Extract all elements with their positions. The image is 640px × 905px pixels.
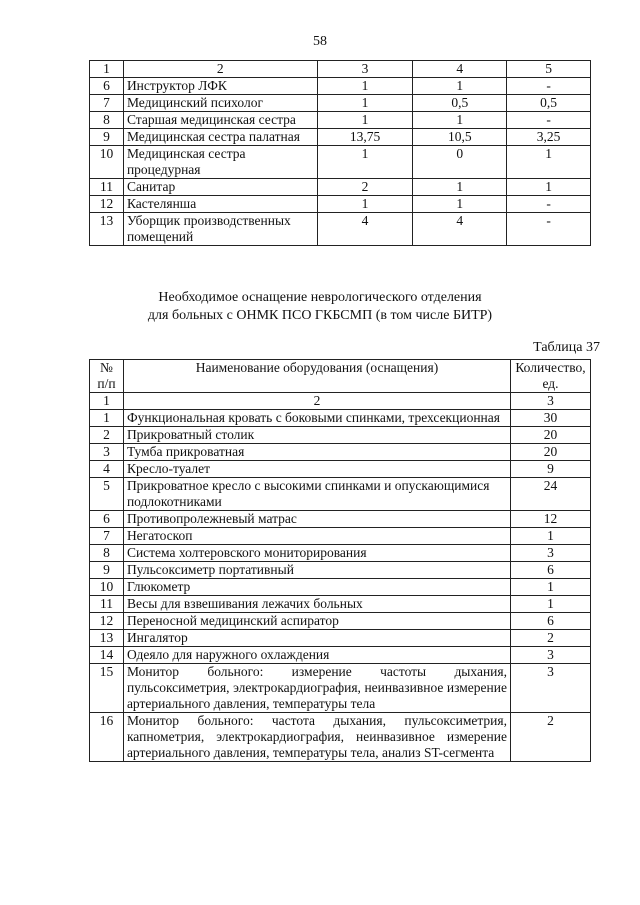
- table-row: [90, 461, 591, 478]
- row-number: 6: [90, 78, 124, 95]
- table-row: [90, 528, 591, 545]
- value-cell: 1: [317, 112, 413, 129]
- position-name: Санитар: [123, 179, 317, 196]
- equipment-name: Переносной медицинский аспиратор: [123, 613, 510, 630]
- row-number: 1: [90, 410, 124, 427]
- table-row: [90, 613, 591, 630]
- value-cell: 3,25: [507, 129, 591, 146]
- row-number: 13: [90, 213, 124, 246]
- table-row: [90, 427, 591, 444]
- table-header-row: [90, 360, 591, 393]
- quantity-cell: 20: [510, 444, 590, 461]
- index-cell: 1: [90, 393, 124, 410]
- row-number: 3: [90, 444, 124, 461]
- quantity-cell: 6: [510, 613, 590, 630]
- table-row: [90, 78, 591, 95]
- table-caption: Таблица 37: [533, 340, 600, 355]
- quantity-cell: 2: [510, 713, 590, 762]
- value-cell: 1: [507, 146, 591, 179]
- header-cell: 1: [90, 61, 124, 78]
- quantity-cell: 1: [510, 579, 590, 596]
- table-row: [90, 129, 591, 146]
- row-number: 4: [90, 461, 124, 478]
- section-heading-line-2: для больных с ОНМК ПСО ГКБСМП (в том числе БИТР): [147, 308, 493, 323]
- value-cell: 1: [317, 78, 413, 95]
- table-row: [90, 647, 591, 664]
- page-number: 58: [313, 34, 327, 49]
- equipment-name: Весы для взвешивания лежачих больных: [123, 596, 510, 613]
- value-cell: 13,75: [317, 129, 413, 146]
- table-row: [90, 713, 591, 762]
- table-row: [90, 511, 591, 528]
- row-number: 7: [90, 95, 124, 112]
- value-cell: -: [507, 78, 591, 95]
- value-cell: 4: [317, 213, 413, 246]
- row-number: 13: [90, 630, 124, 647]
- row-number: 7: [90, 528, 124, 545]
- quantity-cell: 12: [510, 511, 590, 528]
- table-row: [90, 545, 591, 562]
- quantity-cell: 2: [510, 630, 590, 647]
- equipment-name: Прикроватное кресло с высокими спинками и опускающимися подлокотниками: [123, 478, 510, 511]
- equipment-name: Тумба прикроватная: [123, 444, 510, 461]
- row-number: 14: [90, 647, 124, 664]
- position-name: Медицинская сестра процедурная: [123, 146, 317, 179]
- position-name: Медицинский психолог: [123, 95, 317, 112]
- quantity-cell: 1: [510, 596, 590, 613]
- table-row: [90, 95, 591, 112]
- header-quantity: Количество, ед.: [510, 360, 590, 393]
- table-row: [90, 146, 591, 179]
- row-number: 8: [90, 112, 124, 129]
- row-number: 6: [90, 511, 124, 528]
- equipment-name: Противопролежневый матрас: [123, 511, 510, 528]
- row-number: 10: [90, 146, 124, 179]
- quantity-cell: 6: [510, 562, 590, 579]
- quantity-cell: 20: [510, 427, 590, 444]
- table-header-row: [90, 61, 591, 78]
- value-cell: -: [507, 196, 591, 213]
- value-cell: 1: [413, 78, 507, 95]
- equipment-name: Монитор больного: измерение частоты дыхания, пульсоксиметрия, электрокардиография, неинвазивное измерение артериального давления, температуры тела: [123, 664, 510, 713]
- row-number: 9: [90, 129, 124, 146]
- row-number: 10: [90, 579, 124, 596]
- value-cell: -: [507, 112, 591, 129]
- value-cell: 1: [413, 196, 507, 213]
- table-row: [90, 410, 591, 427]
- table-row: [90, 478, 591, 511]
- quantity-cell: 9: [510, 461, 590, 478]
- value-cell: 4: [413, 213, 507, 246]
- section-heading-line-1: Необходимое оснащение неврологического отделения: [158, 290, 482, 305]
- equipment-name: Одеяло для наружного охлаждения: [123, 647, 510, 664]
- equipment-name: Глюкометр: [123, 579, 510, 596]
- value-cell: 1: [317, 95, 413, 112]
- equipment-name: Негатоскоп: [123, 528, 510, 545]
- position-name: Уборщик производственных помещений: [123, 213, 317, 246]
- value-cell: 0,5: [413, 95, 507, 112]
- header-cell: 3: [317, 61, 413, 78]
- table-row: [90, 579, 591, 596]
- quantity-cell: 3: [510, 545, 590, 562]
- quantity-cell: 3: [510, 647, 590, 664]
- quantity-cell: 24: [510, 478, 590, 511]
- row-number: 12: [90, 613, 124, 630]
- index-cell: 2: [123, 393, 510, 410]
- table-index-row: [90, 393, 591, 410]
- table-row: [90, 664, 591, 713]
- equipment-name: Ингалятор: [123, 630, 510, 647]
- position-name: Медицинская сестра палатная: [123, 129, 317, 146]
- row-number: 15: [90, 664, 124, 713]
- quantity-cell: 30: [510, 410, 590, 427]
- row-number: 2: [90, 427, 124, 444]
- position-name: Инструктор ЛФК: [123, 78, 317, 95]
- value-cell: 1: [317, 146, 413, 179]
- table-row: [90, 196, 591, 213]
- table-row: [90, 179, 591, 196]
- table-row: [90, 444, 591, 461]
- table-row: [90, 112, 591, 129]
- header-name: Наименование оборудования (оснащения): [123, 360, 510, 393]
- value-cell: 1: [317, 196, 413, 213]
- position-name: Кастелянша: [123, 196, 317, 213]
- table-row: [90, 562, 591, 579]
- header-cell: 4: [413, 61, 507, 78]
- quantity-cell: 1: [510, 528, 590, 545]
- row-number: 12: [90, 196, 124, 213]
- equipment-name: Кресло-туалет: [123, 461, 510, 478]
- row-number: 5: [90, 478, 124, 511]
- equipment-name: Пульсоксиметр портативный: [123, 562, 510, 579]
- row-number: 16: [90, 713, 124, 762]
- equipment-name: Прикроватный столик: [123, 427, 510, 444]
- value-cell: 10,5: [413, 129, 507, 146]
- equipment-name: Система холтеровского мониторирования: [123, 545, 510, 562]
- header-number: № п/п: [90, 360, 124, 393]
- value-cell: 1: [507, 179, 591, 196]
- equipment-table: [89, 359, 591, 762]
- value-cell: -: [507, 213, 591, 246]
- header-cell: 2: [123, 61, 317, 78]
- value-cell: 1: [413, 179, 507, 196]
- value-cell: 1: [413, 112, 507, 129]
- row-number: 11: [90, 179, 124, 196]
- staff-table: [89, 60, 591, 246]
- row-number: 11: [90, 596, 124, 613]
- table-row: [90, 630, 591, 647]
- quantity-cell: 3: [510, 664, 590, 713]
- header-cell: 5: [507, 61, 591, 78]
- row-number: 8: [90, 545, 124, 562]
- table-row: [90, 213, 591, 246]
- value-cell: 0,5: [507, 95, 591, 112]
- value-cell: 0: [413, 146, 507, 179]
- position-name: Старшая медицинская сестра: [123, 112, 317, 129]
- equipment-name: Монитор больного: частота дыхания, пульсоксиметрия, капнометрия, электрокардиография, неинвазивное измерение артериального давления, температуры тела, анализ ST-сегмента: [123, 713, 510, 762]
- table-row: [90, 596, 591, 613]
- equipment-name: Функциональная кровать с боковыми спинками, трехсекционная: [123, 410, 510, 427]
- value-cell: 2: [317, 179, 413, 196]
- row-number: 9: [90, 562, 124, 579]
- index-cell: 3: [510, 393, 590, 410]
